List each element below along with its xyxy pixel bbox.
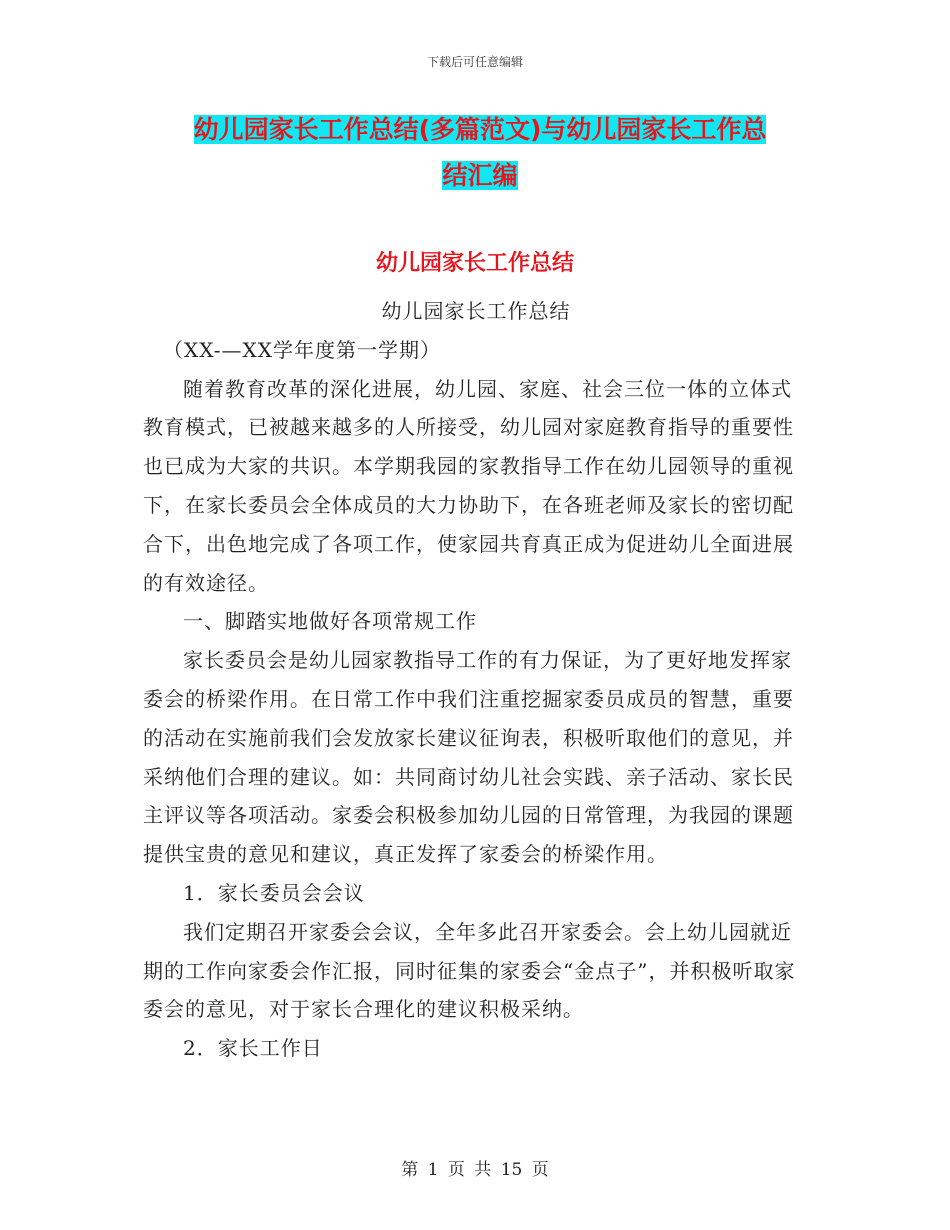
- title-line-2: 结汇编: [442, 161, 518, 190]
- header-note: 下载后可任意编辑: [426, 55, 523, 69]
- section-title: 幼儿园家长工作总结: [375, 251, 574, 276]
- paragraph-1: 家长委员会是幼儿园家教指导工作的有力保证，为了更好地发挥家委会的桥梁作用。在日常工作中我们注重挖掘家委员成员的智慧，重要的活动在实施前我们会发放家长建议征询表，积极听取他们的意见，并采纳他们合理的建议。如：共同商讨幼儿社会实践、亲子活动、家长民主评议等各项活动。家委会积极参加幼儿园的日常管理，为我园的课题提供宝贵的意见和建议，真正发挥了家委会的桥梁作用。: [143, 648, 794, 867]
- item-2: 2．家长工作日: [183, 1036, 323, 1061]
- document-body: [143, 292, 809, 1068]
- intro-paragraph: 随着教育改革的深化进展，幼儿园、家庭、社会三位一体的立体式教育模式，已被越来越多的人所接受，幼儿园对家庭教育指导的重要性也已成为大家的共识。本学期我园的家教指导工作在幼儿园领导的重视下，在家长委员会全体成员的大力协助下，在各班老师及家长的密切配合下，出色地完成了各项工作，使家园共育真正成为促进幼儿全面进展的有效途径。: [143, 376, 794, 595]
- subtitle: 幼儿园家长工作总结: [381, 299, 571, 323]
- title-line-1: 幼儿园家长工作总结(多篇范文)与幼儿园家长工作总: [193, 115, 767, 144]
- term-line: （XX-—XX学年度第一学期）: [163, 337, 441, 362]
- document-title: [140, 107, 820, 199]
- page-footer: 第 1 页 共 15 页: [401, 1160, 549, 1180]
- item-1: 1．家长委员会会议: [183, 880, 365, 905]
- heading-1: 一、脚踏实地做好各项常规工作: [183, 609, 477, 634]
- paragraph-2: 我们定期召开家委会会议，全年多此召开家委会。会上幼儿园就近期的工作向家委会作汇报，同时征集的家委会“金点子”，并积极听取家委会的意见，对于家长合理化的建议积极采纳。: [143, 919, 796, 1022]
